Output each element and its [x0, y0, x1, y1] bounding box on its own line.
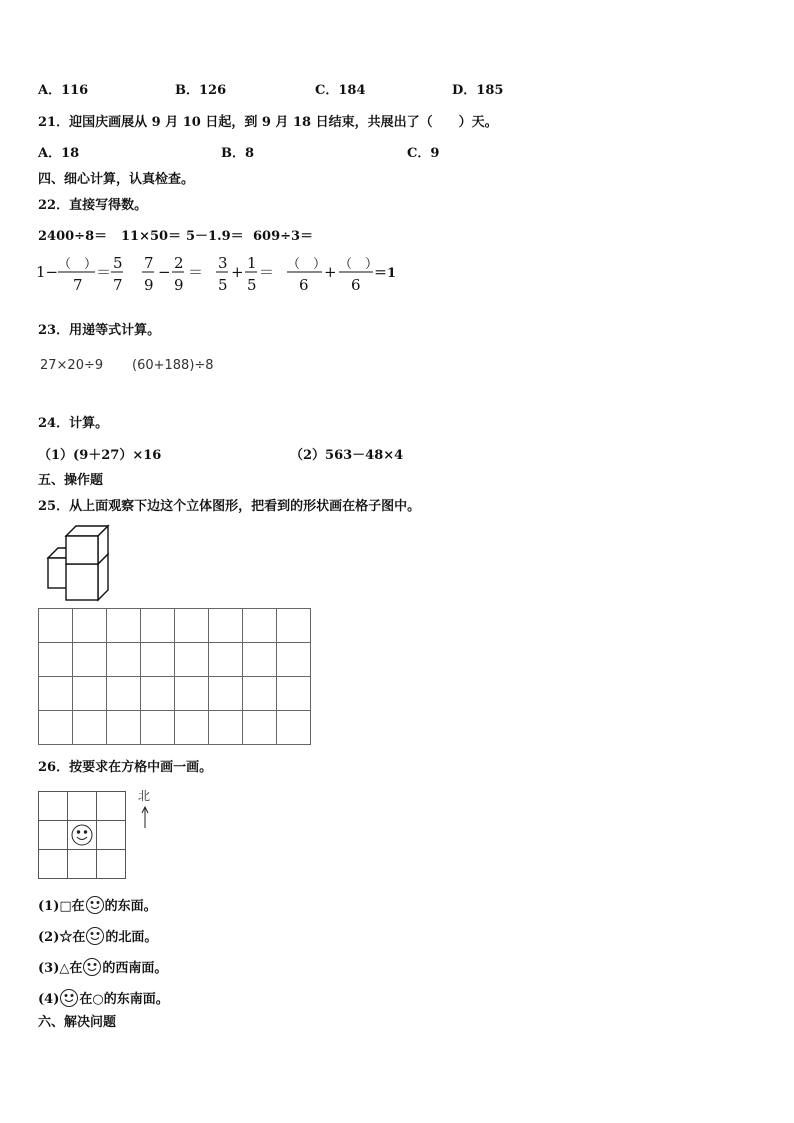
- q22-f4-eq: ＝1: [374, 266, 397, 281]
- north-label: 北: [138, 789, 151, 803]
- q22-f2-b-den: 9: [174, 276, 184, 294]
- q24-stem: 24．计算。: [38, 416, 109, 431]
- q22-fraction-row: [0, 250, 794, 300]
- q23-expr-1: 27×20÷9: [40, 358, 104, 373]
- section-5-heading: 五、操作题: [38, 473, 104, 488]
- q20-option-c: C．184: [315, 83, 366, 98]
- q22-f3-b-num: 1: [247, 254, 257, 272]
- q22-f4-op: +: [324, 263, 337, 281]
- q22-f4-a-blank: （ ）: [287, 257, 327, 272]
- q21-option-b: B．8: [221, 146, 255, 161]
- q22-f4-a-den: 6: [299, 276, 309, 294]
- q24-expr-1: （1）(9＋27）×16: [38, 448, 162, 463]
- q25-cube-figure: [44, 524, 124, 604]
- smiley-icon: [85, 926, 105, 946]
- q26-item-3: (3)△在 的西南面。: [38, 957, 167, 977]
- q20-option-b: B．126: [175, 83, 227, 98]
- q26-item-1: (1)□在 的东面。: [38, 895, 157, 915]
- q23-stem: 23．用递等式计算。: [38, 323, 161, 338]
- q22-f3-op: +: [231, 263, 244, 281]
- q22-expr-3: 5－1.9＝: [186, 229, 244, 244]
- q22-expr-4: 609÷3＝: [253, 229, 314, 244]
- q22-f1-blank: （ ）: [58, 257, 98, 272]
- q22-f3-b-den: 5: [247, 276, 257, 294]
- smiley-icon: [85, 895, 105, 915]
- q24-expr-2: （2）563－48×4: [290, 448, 404, 463]
- q22-expr-2: 11×50＝: [121, 229, 182, 244]
- q21-option-c: C．9: [407, 146, 440, 161]
- smiley-icon: [59, 988, 79, 1008]
- q22-f2-op: −: [158, 263, 171, 281]
- q22-f3-eq: ＝: [259, 263, 275, 281]
- q22-f2-eq: ＝: [188, 263, 204, 281]
- q26-item-2: (2)☆在 的北面。: [38, 926, 157, 946]
- q22-stem: 22．直接写得数。: [38, 198, 148, 213]
- q22-f1-eq: ＝: [96, 263, 112, 281]
- q22-expr-1: 2400÷8＝: [38, 229, 108, 244]
- q22-f3-a-num: 3: [218, 254, 228, 272]
- q26-stem: 26．按要求在方格中画一画。: [38, 760, 213, 775]
- q22-f2-b-num: 2: [174, 254, 184, 272]
- q22-f1-r-den: 7: [113, 276, 123, 294]
- smiley-icon: [72, 825, 92, 845]
- q25-answer-grid[interactable]: [38, 608, 312, 746]
- q21-stem: 21．迎国庆画展从 9 月 10 日起，到 9 月 18 日结束，共展出了（ ）天。: [38, 115, 498, 130]
- q22-f4-b-den: 6: [351, 276, 361, 294]
- q22-f1-r-num: 5: [113, 254, 123, 272]
- north-arrow-icon: [140, 804, 150, 830]
- q22-f1-den: 7: [73, 276, 83, 294]
- q21-option-a: A．18: [38, 146, 80, 161]
- q23-expr-2: (60+188)÷8: [132, 358, 214, 373]
- q22-f3-a-den: 5: [218, 276, 228, 294]
- q22-f1-lead: 1−: [36, 263, 59, 281]
- q26-item-4: (4) 在○的东南面。: [38, 988, 169, 1008]
- q20-option-a: A．116: [38, 83, 89, 98]
- q22-f2-a-num: 7: [144, 254, 154, 272]
- q26-grid[interactable]: [38, 791, 128, 881]
- section-4-heading: 四、细心计算，认真检查。: [38, 172, 195, 187]
- q20-option-d: D．185: [452, 83, 504, 98]
- q25-stem: 25．从上面观察下边这个立体图形，把看到的形状画在格子图中。: [38, 499, 421, 514]
- section-6-heading: 六、解决问题: [38, 1015, 117, 1030]
- smiley-icon: [82, 957, 102, 977]
- q22-f2-a-den: 9: [144, 276, 154, 294]
- q22-f4-b-blank: （ ）: [339, 257, 379, 272]
